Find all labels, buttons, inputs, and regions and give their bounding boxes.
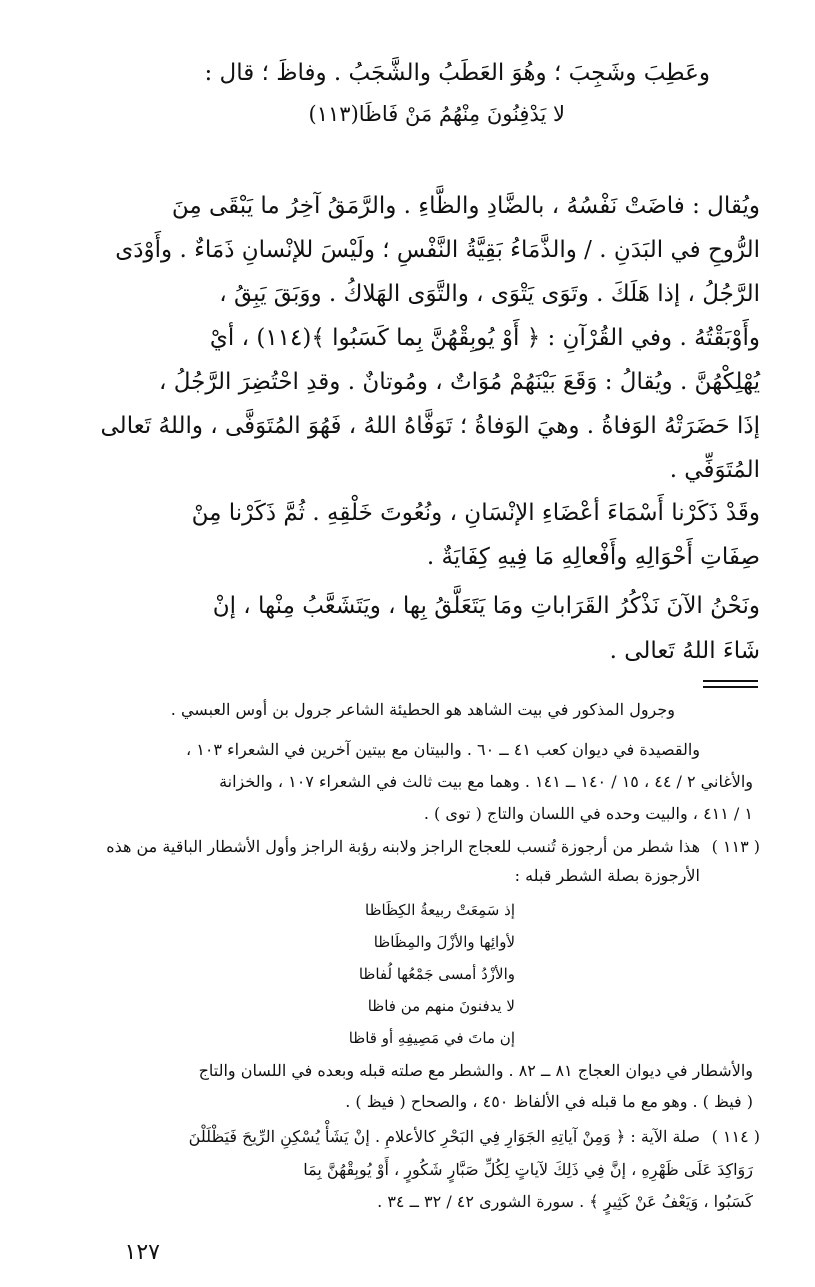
para-line: إذَا حَضَرَتْهُ الوَفاةُ . وهيَ الوَفاةُ ؛ تَوَفَّاهُ اللهُ ، فَهُوَ المُتَوَفَّى ، واللهُ تَعالى [100, 413, 760, 439]
footnote-number-113: ( ١١٣ ) [711, 837, 760, 856]
para-line: وأَوْبَقْتُهُ . وفي القُرْآنِ : ﴿ أَوْ يُوبِقْهُنَّ بِما كَسَبُوا ﴾(١١٤) ، أيْ [209, 325, 760, 351]
footnote-line: كَسَبُوا ، وَيَعْفُ عَنْ كَثِيرٍ ﴾ . سورة الشورى ٤٢ / ٣٢ ــ ٣٤ . [377, 1192, 753, 1211]
para-line: ونَحْنُ الآنَ نَذْكُرُ القَرَاباتِ ومَا يَتَعَلَّقُ بِها ، ويَتَشَعَّبُ مِنْها ، إنْ [212, 593, 760, 619]
intro-line: وعَطِبَ وشَجِبَ ؛ وهُوَ العَطَبُ والشَّجَبُ . وفاظَ ؛ قال : [204, 60, 710, 86]
footnote-line: الأرجوزة بصلة الشطر قبله : [514, 866, 700, 885]
footnote-line: رَوَاكِدَ عَلَى ظَهْرِهِ ، إنَّ فِي ذَلِكَ لآياتٍ لِكُلِّ صَبَّارٍ شَكُورٍ ، أَوْ يُوبِقْهُنَّ بِمَا [303, 1160, 753, 1179]
footnote-separator [703, 680, 758, 682]
para-line: وقَدْ ذَكَرْنا أَسْمَاءَ أعْضَاءِ الإنْسَانِ ، ونُعُوتَ خَلْقِهِ . ثُمَّ ذَكَرْنا مِنْ [191, 500, 760, 526]
footnote-number-114: ( ١١٤ ) [711, 1127, 760, 1146]
footnote-line: والأشطار في ديوان العجاج ٨١ ــ ٨٢ . والشطر مع صلته قبله وبعده في اللسان والتاج [198, 1061, 753, 1080]
footnote-line: ١ / ٤١١ ، والبيت وحده في اللسان والتاج ( توى ) . [423, 804, 753, 823]
para-line: المُتَوَفِّي . [669, 457, 760, 483]
para-line: يُهْلِكْهُنَّ . ويُقالُ : وَقَعَ بَيْنَهُمْ مُوَاتٌ ، ومُوتانٌ . وقدِ احْتُضِرَ الرَّجُلُ ، [158, 369, 760, 395]
footnote-verse: إذ سَمِعَتْ ربيعةُ الكِظَاظا [365, 901, 515, 919]
footnote-separator [703, 686, 758, 688]
para-line: الرَّجُلُ ، إذا هَلَكَ . وتَوَى يَتْوَى ، والتَّوَى الهَلاكُ . ووَبَقَ يَبِقُ ، [219, 281, 760, 307]
para-line: الرُّوحِ في البَدَنِ . / والذَّمَاءُ بَقِيَّةُ النَّفْسِ ؛ ولَيْسَ للإنْسانِ ذَمَاءٌ . وأَوْدَى [115, 237, 760, 263]
footnote-verse: لأوائِها والأزْلَ والمِظَاظا [373, 933, 515, 951]
para-line: صِفَاتِ أَحْوَالِهِ وأَفْعالِهِ مَا فِيهِ كِفَايَةٌ . [426, 544, 760, 570]
footnote-line: صلة الآية : ﴿ وَمِنْ آياتِهِ الجَوَارِ فِي البَحْرِ كالأعلامِ . إنْ يَشَأْ يُسْكِنِ الرِّيحَ فَيَظْلَلْنَ [188, 1127, 700, 1146]
footnote-verse: لا يدفنونَ منهم من فاظا [367, 997, 515, 1015]
footnote-verse: والأزْدُ أمسى جَمْعُها لُفاظا [358, 965, 515, 983]
footnote-line: والأغاني ٢ / ٤٤ ، ١٥ / ١٤٠ ــ ١٤١ . وهما مع بيت ثالث في الشعراء ١٠٧ ، والخزانة [219, 772, 753, 791]
page-number: ١٢٧ [124, 1240, 160, 1265]
para-line: شَاءَ اللهُ تَعالى . [609, 638, 760, 664]
verse-line: لا يَدْفِنُونَ مِنْهُمُ مَنْ فَاظَا(١١٣) [308, 102, 565, 126]
footnote-verse: إن ماتَ في مَصِيفِهِ أو قاظا [348, 1029, 515, 1047]
para-line: ويُقال : فاضَتْ نَفْسُهُ ، بالضَّادِ والظَّاءِ . والرَّمَقُ آخِرُ ما يَبْقَى مِنَ [171, 193, 760, 219]
footnote-line: والقصيدة في ديوان كعب ٤١ ــ ٦٠ . والبيتان مع بيتين آخرين في الشعراء ١٠٣ ، [185, 740, 700, 759]
footnote-line: ( فيظ ) . وهو مع ما قبله في الألفاظ ٤٥٠ ، والصحاح ( فيظ ) . [345, 1092, 753, 1111]
footnote-line: وجرول المذكور في بيت الشاهد هو الحطيئة الشاعر جرول بن أوس العبسي . [170, 700, 675, 719]
footnote-line: هذا شطر من أرجوزة تُنسب للعجاج الراجز ولابنه رؤبة الراجز وأول الأشطار الباقية من هذه [106, 837, 700, 856]
